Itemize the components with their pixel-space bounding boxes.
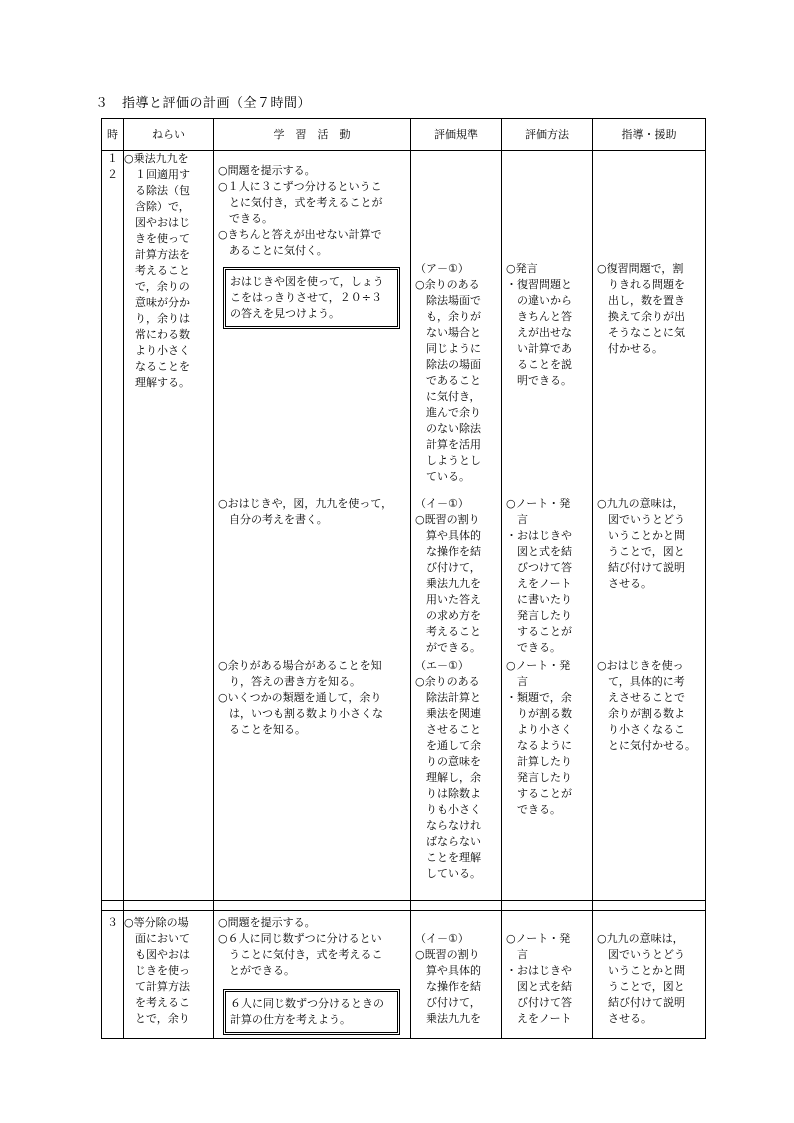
method-cell	[502, 911, 593, 1039]
method-text: ○ノート・発 言 ・おはじきや 図と式を結 び付けて答 えをノート	[506, 932, 572, 1025]
criteria-cell	[411, 911, 502, 1039]
header-criteria: 評価規準	[411, 119, 502, 151]
header-time: 時	[102, 119, 124, 151]
activity-cell	[214, 151, 411, 901]
criteria-text: （イ－①） ○既習の割り 算や具体的 な操作を結 び付けて， 乗法九九を 用いた答え の求め方を 考えること ができる。	[415, 497, 481, 654]
guidance-text: ○九九の意味は， 図でいうとどう いうことかと問 うことで，図と 結び付けて説明 させる。	[597, 497, 685, 590]
table-header-row	[102, 119, 706, 151]
guidance-cell	[593, 151, 706, 901]
table-row	[102, 151, 706, 901]
activity-text: ○おはじきや，図，九九を使って， 自分の考えを書く。	[218, 497, 393, 526]
guidance-text: ○おはじきを使っ て，具体的に考 えさせることで 余りが割る数よ り小さくなるこ とに気付かせる。	[597, 659, 696, 752]
method-text: ○ノート・発 言 ・おはじきや 図と式を結 びつけて答 えをノート に書いたり 発言したり することが できる。	[506, 497, 572, 654]
activity-text: ○問題を提示する。 ○６人に同じ数ずつに分けるとい うことに気付き，式を考えるこ とができる。	[218, 916, 383, 977]
guidance-text: ○九九の意味は， 図でいうとどう いうことかと問 うことで，図と 結び付けて説明 させる。	[597, 932, 685, 1025]
header-guidance: 指導・援助	[593, 119, 706, 151]
criteria-text: （イ－①） ○既習の割り 算や具体的 な操作を結 び付けて， 乗法九九を	[415, 932, 481, 1025]
activity-text: ○問題を提示する。 ○１人に３こずつ分けるというこ とに気付き，式を考えることが できる。 ○きちんと答えが出せない計算で あることに気付く。	[218, 164, 383, 257]
criteria-cell	[411, 151, 502, 901]
aim-cell: ○乗法九九を １回適用す る除法（包 含除）で， 図やおはじ きを使って 計算方法を 考えること で，余りの 意味が分か り，余りは 常にわる数 より小さく なることを 理解する。	[124, 151, 214, 901]
criteria-text: （ア－①） ○余りのある 除法場面で も，余りが ない場合と 同じように 除法の場面 であること に気付き， 進んで余り のない除法 計算を活用 しようとし ている。	[415, 262, 481, 483]
plan-table	[101, 118, 706, 1039]
header-method: 評価方法	[502, 119, 593, 151]
header-activity: 学 習 活 動	[214, 119, 411, 151]
aim-cell: ○等分除の場 面において も図やおは じきを使っ て計算方法 を考えるこ とで，余り	[124, 911, 214, 1039]
header-aim: ねらい	[124, 119, 214, 151]
activity-text: ○余りがある場合があることを知 り，答えの書き方を知る。 ○いくつかの類題を通して，余り は，いつも割る数より小さくな ることを知る。	[218, 659, 383, 736]
time-cell: １ ２	[102, 151, 124, 901]
method-cell	[502, 151, 593, 901]
guidance-text: ○復習問題で，割 りきれる問題を 出し，数を置き 換えて余りが出 そうなことに気 付かせる。	[597, 262, 685, 355]
table-row	[102, 911, 706, 1039]
goal-box: ６人に同じ数ずつ分けるときの 計算の仕方を考えよう。	[223, 989, 400, 1035]
time-cell: ３	[102, 911, 124, 1039]
page-heading: ３ 指導と評価の計画（全７時間）	[95, 96, 312, 111]
row-separator	[102, 901, 706, 911]
criteria-text: （エ－①） ○余りのある 除法計算と 乗法を関連 させること を通して余 りの意味を 理解し，余 りは除数よ りも小さく ならなけれ ばならない ことを理解 している。	[415, 659, 481, 880]
method-text: ○ノート・発 言 ・類題で，余 りが割る数 より小さく なるように 計算したり 発言したり することが できる。	[506, 659, 572, 816]
goal-box: おはじきや図を使って，しょう こをはっきりさせて，２０÷３ の答えを見つけよう。	[223, 267, 400, 329]
guidance-cell	[593, 911, 706, 1039]
method-text: ○発言 ・復習問題と の違いから きちんと答 えが出せな い計算であ ることを説 明できる。	[506, 262, 572, 387]
activity-cell	[214, 911, 411, 1039]
